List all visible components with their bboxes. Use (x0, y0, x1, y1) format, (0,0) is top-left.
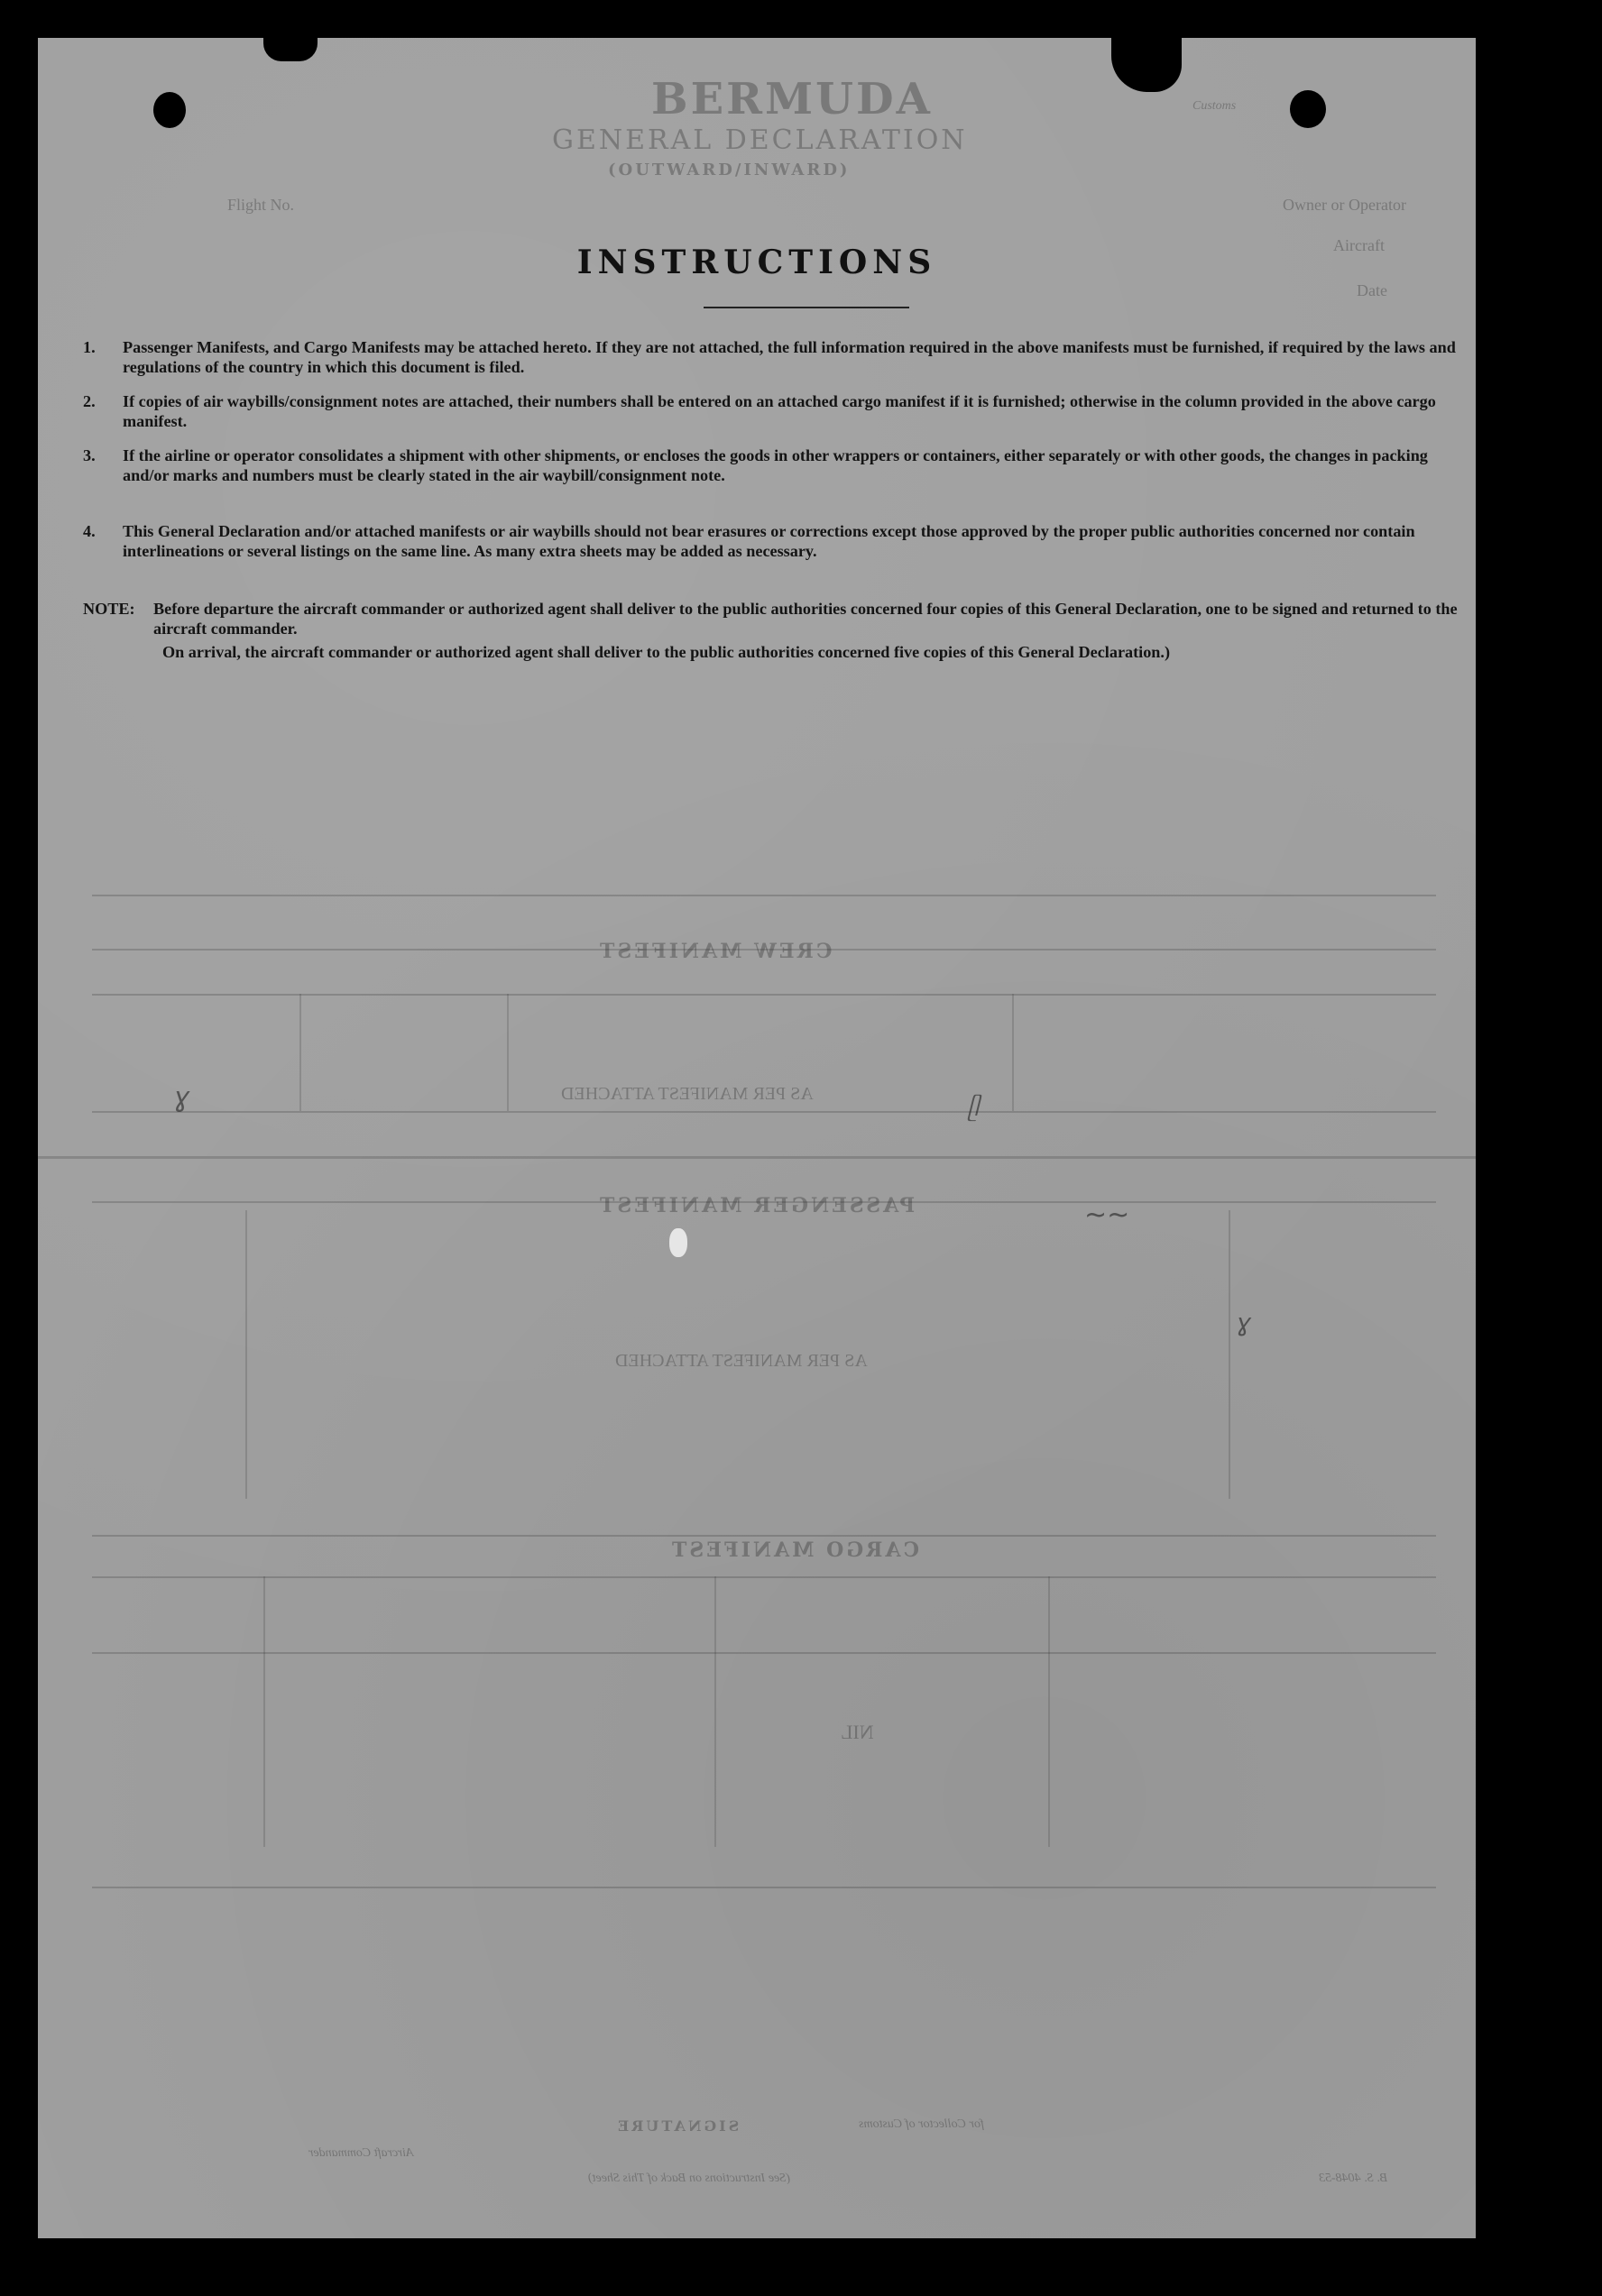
faded-vrule (299, 994, 301, 1111)
instruction-number: 4. (83, 522, 96, 540)
instruction-item-3 (83, 445, 1467, 485)
faded-rule (92, 895, 1436, 896)
instruction-number: 2. (83, 392, 96, 410)
instruction-number: 1. (83, 338, 96, 356)
note-text: Before departure the aircraft commander or authorized agent shall deliver to the public authorities concerned four copies of this General Declaration, one to be signed and returned to the aircraft commander. (153, 600, 1458, 638)
faded-rule (92, 1576, 1436, 1578)
note-label: NOTE: (83, 600, 135, 618)
faded-form-header: BERMUDA (651, 74, 933, 124)
faded-footer-note: (See Instructions on Back of This Sheet) (588, 2172, 790, 2185)
faded-form-subheader: GENERAL DECLARATION (552, 124, 968, 156)
faded-aircraft-label: Aircraft (1333, 236, 1385, 254)
faded-rule (92, 1887, 1436, 1888)
faded-aircraft-commander: Aircraft Commander (308, 2146, 414, 2160)
handwritten-scribble: ~~ (1084, 1199, 1130, 1231)
title-underline (704, 307, 909, 308)
instruction-item-2 (83, 391, 1467, 431)
fold-line (38, 1156, 1476, 1159)
faded-rule (92, 1652, 1436, 1654)
instruction-text: If the airline or operator consolidates a shipment with other shipments, or encloses the goods in other wrappers or containers, either separately or with other goods, the changes in packing and/or marks and numbers must be clearly stated in the air waybill/consignment note. (123, 446, 1428, 484)
faded-rule (92, 1535, 1436, 1537)
faded-signature-label: SIGNATURE (615, 2117, 740, 2135)
faded-customs-label: Customs (1192, 99, 1237, 113)
faded-cargo-nil: NIL (841, 1721, 874, 1743)
faded-vrule (714, 1576, 716, 1847)
faded-form-subheader-2: (OUTWARD/INWARD) (608, 161, 851, 179)
instruction-item-4 (83, 521, 1467, 561)
handwritten-mark: ɣ (1236, 1308, 1251, 1337)
faded-cargo-title: CARGO MANIFEST (669, 1538, 919, 1562)
faded-crew-title: CREW MANIFEST (597, 940, 833, 963)
punch-hole-left (153, 92, 186, 128)
punch-hole-right (1290, 90, 1326, 128)
faded-vrule (1012, 994, 1014, 1111)
instruction-item-1 (83, 337, 1467, 377)
faded-rule (92, 1111, 1436, 1113)
faded-date-label: Date (1357, 281, 1387, 299)
instruction-text: Passenger Manifests, and Cargo Manifests may be attached hereto. If they are not attached, the full information required in the above manifests must be furnished, if required by the laws and regulations of the country in which this document is filed. (123, 338, 1456, 376)
faded-vrule (1048, 1576, 1050, 1847)
handwritten-mark: ᥫ (967, 1095, 980, 1122)
faded-flight-label: Flight No. (227, 196, 295, 214)
faded-vrule (507, 994, 509, 1111)
instruction-text: This General Declaration and/or attached manifests or air waybills should not bear erasures or corrections except those approved by the proper public authorities concerned nor contain interlineations or several listings on the same line. As many extra sheets may be added as necessary. (123, 522, 1415, 560)
faded-rule (92, 994, 1436, 996)
faded-owner-label: Owner or Operator (1283, 196, 1406, 214)
faded-vrule (1229, 1210, 1230, 1499)
instructions-title: INSTRUCTIONS (576, 243, 937, 281)
instruction-number: 3. (83, 446, 96, 464)
faded-passenger-stamp: AS PER MANIFEST ATTACHED (615, 1351, 868, 1371)
faded-vrule (245, 1210, 247, 1499)
faded-form-code: B. S. 4048-53 (1319, 2172, 1388, 2185)
torn-notch-right (1111, 38, 1182, 92)
faded-collector-label: for Collector of Customs (859, 2117, 984, 2131)
paper-blot (669, 1228, 687, 1257)
torn-notch-left (263, 38, 318, 61)
faded-passenger-title: PASSENGER MANIFEST (597, 1194, 916, 1217)
instruction-text: If copies of air waybills/consignment notes are attached, their numbers shall be entered on an attached cargo manifest if it is furnished; otherwise in the column provided in the above cargo manifest. (123, 392, 1436, 430)
note-text-arrival: On arrival, the aircraft commander or authorized agent shall deliver to the public authorities concerned five copies of this General Declaration.) (162, 643, 1171, 661)
faded-vrule (263, 1576, 265, 1847)
instruction-note (83, 599, 1467, 662)
faded-crew-stamp: AS PER MANIFEST ATTACHED (561, 1084, 814, 1104)
document-page (38, 38, 1476, 2238)
handwritten-mark: ɣ (173, 1082, 189, 1114)
